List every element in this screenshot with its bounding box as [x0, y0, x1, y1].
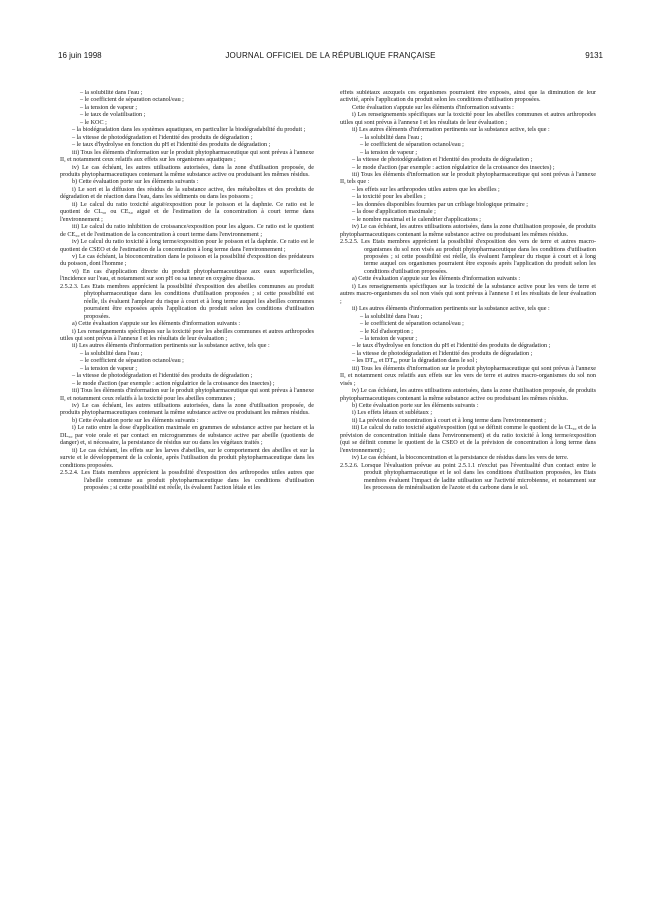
- paragraph: iii) Tous les éléments d'information sur le produit phytopharmaceutique qui sont prévus à l'annexe II, et notamment ceux relatifs aux effets sur les organismes aquatiques ;: [60, 149, 314, 164]
- paragraph: iv) Le cas échéant, les autres utilisations autorisées, dans la zone d'utilisation proposée, de produits phytopharmaceutiques contenant la même substance active ou produisant les mêmes résidus.: [340, 224, 596, 238]
- paragraph: – la tension de vapeur ;: [360, 335, 418, 342]
- paragraph: vi) En cas d'application directe du produit phytopharmaceutique aux eaux superficielles, l'incidence sur l'eau, et notamment sur son pH ou sa teneur en oxygène dissous.: [60, 268, 314, 283]
- paragraph: iv) Le calcul du ratio toxicité à long terme/exposition pour le poisson et la daphnie. Ce ratio est le quotient de CSEO et de l'estimation de la concentration à long terme dans l'environnement ;: [60, 239, 314, 253]
- paragraph: – le coefficient de séparation octanol/eau ;: [360, 321, 464, 328]
- paragraph: – le coefficient de séparation octanol/eau ;: [360, 142, 464, 149]
- paragraph: effets sublétaux auxquels ces organismes pourraient être exposés, ainsi que la diminution de leur activité, après l'application du produit selon les conditions d'utilisation proposées.: [340, 90, 596, 104]
- paragraph: – la tension de vapeur ;: [360, 149, 418, 156]
- paragraph: – la solubilité dans l'eau ;: [360, 313, 423, 320]
- paragraph: ii) Les autres éléments d'information pertinents sur la substance active, tels que :: [72, 343, 270, 350]
- paragraph: – la dose d'application maximale ;: [352, 209, 436, 216]
- paragraph: – les données disponibles fournies par un criblage biologique primaire ;: [352, 201, 528, 208]
- page-header: [58, 49, 603, 63]
- paragraph: v) Le cas échéant, la bioconcentration dans le poisson et la possibilité d'exposition des prédateurs du poisson, dont l'homme ;: [60, 253, 314, 268]
- journal-title: JOURNAL OFFICIEL DE LA RÉPUBLIQUE FRANÇAISE: [225, 51, 436, 60]
- paragraph: – la tension de vapeur ;: [80, 104, 138, 111]
- paragraph: – la biodégradation dans les systèmes aquatiques, en particulier la biodégradabilité du produit ;: [72, 127, 306, 134]
- paragraph: i) Les renseignements spécifiques sur la toxicité pour les abeilles communes et autres arthropodes utiles qui sont prévus à l'annexe I et les résultats de leur évaluation ;: [340, 112, 596, 126]
- paragraph: b) Cette évaluation porte sur les éléments suivants :: [352, 403, 479, 410]
- paragraph: iv) Le cas échéant, les autres utilisations autorisées, dans la zone d'utilisation proposée, de produits phytopharmaceutiques contenant la même substance active ou produisant les mêmes résidus.: [60, 403, 314, 417]
- paragraph: iv) Le cas échéant, les autres utilisations autorisées, dans la zone d'utilisation proposée, de produits phytopharmaceutiques contenant la même substance active ou produisant les mêmes résidus.: [340, 388, 596, 402]
- paragraph: – le KOC ;: [80, 119, 107, 126]
- paragraph: iii) Tous les éléments d'information sur le produit phytopharmaceutique qui sont prévus à l'annexe II, et notamment ceux relatifs aux effets sur les vers de terre et autres macro-organismes du sol non visés ;: [340, 365, 596, 387]
- paragraph: i) Les renseignements spécifiques sur la toxicité de la substance active pour les vers de terre et autres macro-organismes du sol non visés qui sont prévus à l'annexe I et les résultats de leur évaluation ;: [340, 283, 596, 305]
- paragraph: – la vitesse de photodégradation et l'identité des produits de dégradation ;: [352, 157, 533, 164]
- left-text-column: [60, 90, 314, 890]
- paragraph: a) Cette évaluation s'appuie sur les éléments d'information suivants :: [72, 321, 241, 328]
- paragraph: 2.5.2.4. Les Etats membres apprécient la possibilité d'exposition des arthropodes utiles autres que l'abeille commune au produit phytopharmaceutique dans les conditions d'utilisation proposées ; si cette possibilité est réelle, ils évaluent l'action létale et les: [60, 470, 314, 492]
- paragraph: b) Cette évaluation porte sur les éléments suivants :: [72, 417, 199, 424]
- paragraph: – le coefficient de séparation octanol/eau ;: [80, 97, 184, 104]
- paragraph: ii) Les autres éléments d'information pertinents sur la substance active, tels que :: [352, 127, 550, 134]
- paragraph: iii) Le calcul du ratio inhibition de croissance/exposition pour les algues. Ce ratio est le quotient de CE₅₀ et de l'estimation de la concentration à court terme dans l'environnement ;: [60, 224, 314, 238]
- paragraph: – la vitesse de photodégradation et l'identité des produits de dégradation ;: [72, 134, 253, 141]
- paragraph: a) Cette évaluation s'appuie sur les éléments d'information suivants :: [352, 276, 521, 283]
- paragraph: – la toxicité pour les abeilles ;: [352, 194, 426, 201]
- paragraph: – le nombre maximal et le calendrier d'applications ;: [352, 216, 481, 223]
- paragraph: ii) Les autres éléments d'information pertinents sur la substance active, tels que :: [352, 306, 550, 313]
- paragraph: – la vitesse de photodégradation et l'identité des produits de dégradation ;: [72, 373, 253, 380]
- paragraph: – le taux d'hydrolyse en fonction du pH et l'identité des produits de dégradation ;: [352, 343, 551, 350]
- paragraph: – le taux d'hydrolyse en fonction du pH et l'identité des produits de dégradation ;: [72, 142, 271, 149]
- paragraph: – les DT₅₀ et DT₉₀ pour la dégradation dans le sol ;: [352, 358, 478, 365]
- paragraph: iii) Le calcul du ratio toxicité aiguë/exposition (qui se définit comme le quotient de la CL₅₀ et de la prévision de concentration initiale dans l'environnement) et du ratio toxicité à long terme/exposition (qui se définit comme le quotient de la CSEO et de la prévision de concentration à long terme dans l'environnement) ;: [340, 425, 596, 454]
- paragraph: 2.5.2.3. Les Etats membres apprécient la possibilité d'exposition des abeilles communes au produit phytopharmaceutique dans les conditions d'utilisation proposées ; si cette possibilité est réelle, ils évaluent l'ampleur du risque à court et à long terme auquel les abeilles communes pourraient être exposées après l'application du produit selon les conditions d'utilisation proposées.: [60, 283, 314, 320]
- paragraph: iii) Tous les éléments d'information sur le produit phytopharmaceutique qui sont prévus à l'annexe II, et notamment ceux relatifs à la toxicité pour les abeilles communes ;: [60, 388, 314, 402]
- paragraph: i) Les renseignements spécifiques sur la toxicité pour les abeilles communes et autres arthropodes utiles qui sont prévus à l'annexe I et les résultats de leur évaluation ;: [60, 328, 314, 342]
- paragraph: 2.5.2.6. Lorsque l'évaluation prévue au point 2.5.1.1 n'exclut pas l'éventualité d'un contact entre le produit phytopharmaceutique et le sol dans les conditions d'utilisation proposées, les Etats membres évaluent l'impact de ladite utilisation sur l'activité microbienne, et notamment sur les processus de minéralisation de l'azote et du carbone dans le sol.: [340, 462, 596, 492]
- paragraph: i) Les effets létaux et sublétaux ;: [352, 410, 433, 417]
- header-date: 16 juin 1998: [58, 51, 102, 60]
- right-text-column: [340, 90, 596, 890]
- paragraph: iii) Tous les éléments d'information sur le produit phytopharmaceutique qui sont prévus à l'annexe II, tels que :: [340, 171, 596, 186]
- paragraph: – la solubilité dans l'eau ;: [80, 350, 143, 357]
- paragraph: – le Kd d'adsorption ;: [360, 328, 413, 335]
- paragraph: – le mode d'action (par exemple : action régulatrice de la croissance des insectes) ;: [352, 164, 555, 171]
- paragraph: iv) Le cas échéant, les autres utilisations autorisées, dans la zone d'utilisation proposée, de produits phytopharmaceutiques contenant la même substance active ou produisant les mêmes résidus.: [60, 164, 314, 178]
- paragraph: i) Le sort et la diffusion des résidus de la substance active, des métabolites et des produits de dégradation et de réaction dans l'eau, dans les sédiments ou dans les poissons ;: [60, 186, 314, 201]
- paragraph: 2.5.2.5. Les Etats membres apprécient la possibilité d'exposition des vers de terre et autres macro-organismes du sol non visés au produit phytopharmaceutique dans les conditions d'utilisation proposées ; si cette possibilité est réelle, ils évaluent l'ampleur du risque à court et à long terme auquel ces organismes pourraient être exposés après l'application du produit selon les conditions d'utilisation proposées.: [340, 239, 596, 275]
- paragraph: – le taux de volatilisation ;: [80, 112, 146, 119]
- page-number: 9131: [585, 51, 603, 60]
- paragraph: Cette évaluation s'appuie sur les éléments d'information suivants :: [352, 104, 514, 111]
- paragraph: i) Le ratio entre la dose d'application maximale en grammes de substance active par hectare et la DL₅₀ par voie orale et par contact en microgrammes de substance active par abeille (quotients de danger) et, si nécessaire, la persistance de résidus sur ou dans les végétaux traités ;: [60, 425, 314, 447]
- paragraph: iv) Le cas échéant, la bioconcentration et la persistance de résidus dans les vers de terre.: [352, 455, 569, 462]
- paragraph: – le coefficient de séparation octanol/eau ;: [80, 358, 184, 365]
- paragraph: b) Cette évaluation porte sur les éléments suivants :: [72, 179, 199, 186]
- paragraph: – la solubilité dans l'eau ;: [80, 90, 143, 96]
- paragraph: – la solubilité dans l'eau ;: [360, 134, 423, 141]
- paragraph: – la tension de vapeur ;: [80, 365, 138, 372]
- paragraph: ii) La prévision de concentration à court et à long terme dans l'environnement ;: [352, 417, 546, 424]
- paragraph: ii) Le calcul du ratio toxicité aiguë/exposition pour le poisson et la daphnie. Ce ratio est le quotient de CL₅₀ ou CE₅₀ aiguë et de l'estimation de la concentration à court terme dans l'environnement ;: [60, 201, 314, 223]
- paragraph: – le mode d'action (par exemple : action régulatrice de la croissance des insectes) ;: [72, 380, 275, 387]
- paragraph: ii) Le cas échéant, les effets sur les larves d'abeilles, sur le comportement des abeilles et sur la survie et le développement de la colonie, après l'utilisation du produit phytopharmaceutique dans les conditions proposées.: [60, 447, 314, 469]
- paragraph: – la vitesse de photodégradation et l'identité des produits de dégradation ;: [352, 350, 533, 357]
- paragraph: – les effets sur les arthropodes utiles autres que les abeilles ;: [352, 186, 500, 193]
